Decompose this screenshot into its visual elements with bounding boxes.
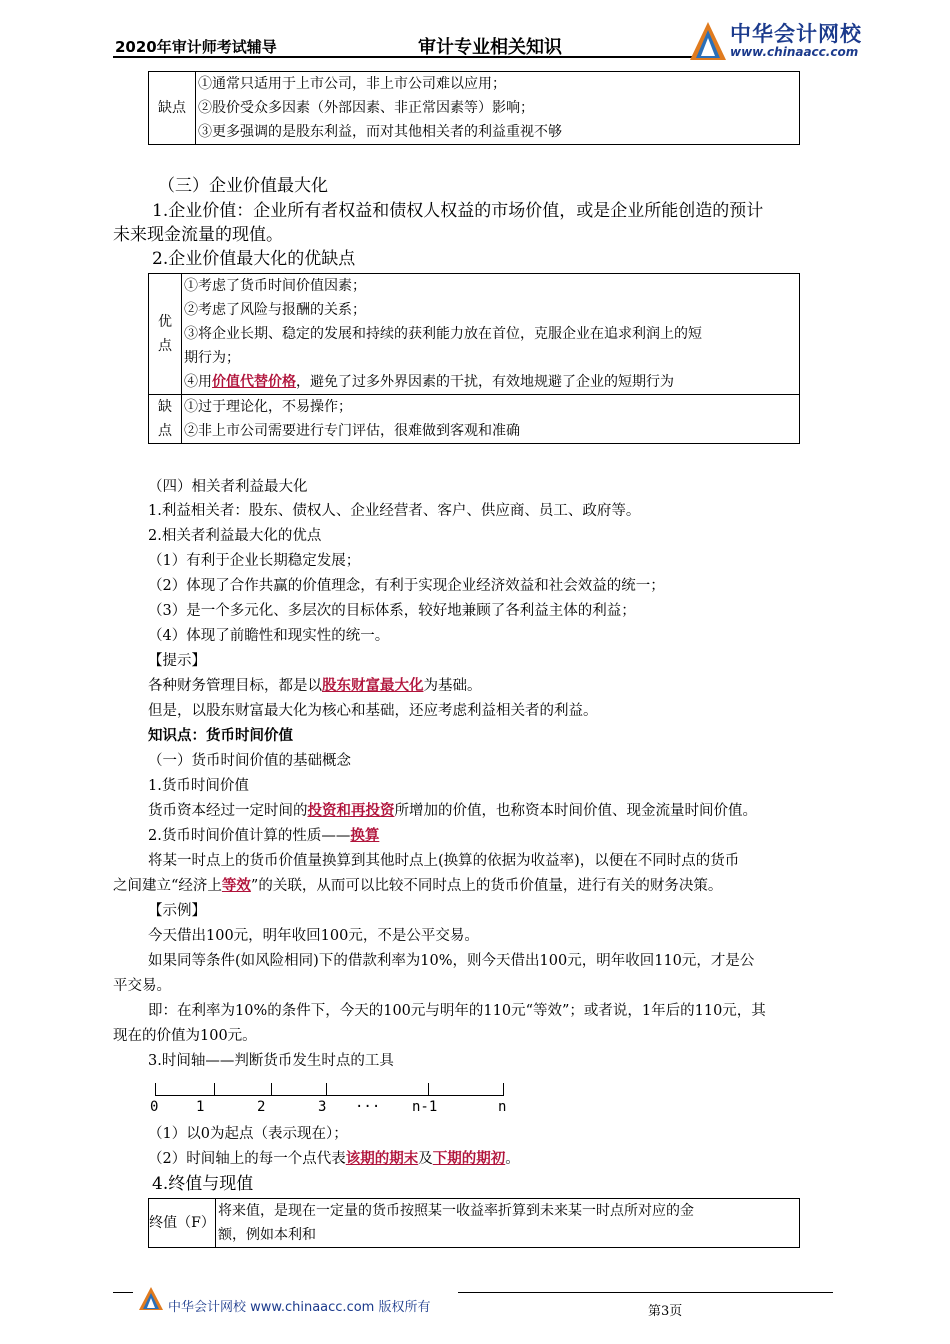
tl2-prefix: （2）时间轴上的每一个点代表 xyxy=(148,1151,346,1167)
tip-line2: 但是，以股东财富最大化为核心和基础，还应考虑利益相关者的利益。 xyxy=(148,703,598,719)
timeline-note-1: （1）以0为起点（表示现在）； xyxy=(148,1126,348,1142)
cons-row: ②股价受众多因素（外部因素、非正常因素等）影响； xyxy=(198,100,534,116)
timeline-tick xyxy=(155,1083,156,1095)
timeline-label: 3 xyxy=(318,1099,327,1115)
timeline-label: 1 xyxy=(196,1099,205,1115)
logo-emblem-icon xyxy=(688,20,728,64)
tip1-prefix: 各种财务管理目标，都是以 xyxy=(148,678,322,694)
cons-label: 缺点 xyxy=(149,72,196,145)
timeline-label: n xyxy=(498,1099,507,1115)
knowledge-l2-para1: 将某一时点上的货币价值量换算到其他时点上(换算的依据为收益率)，以便在不同时点的货币 xyxy=(148,853,740,869)
section4-item: （2）体现了合作共赢的价值理念，有利于实现企业经济效益和社会效益的统一； xyxy=(148,578,665,594)
cons-label xyxy=(149,395,182,444)
pros-content xyxy=(182,274,800,395)
knowledge-l4: 4.终值与现值 xyxy=(152,1174,254,1194)
fv-label: 终值（F） xyxy=(149,1199,216,1248)
section4-title: （四）相关者利益最大化 xyxy=(148,479,308,495)
knowledge-l1-text xyxy=(148,800,757,822)
example-2b: 平交易。 xyxy=(113,978,171,994)
knowledge-l2-para2 xyxy=(113,875,722,897)
knowledge-sub1: （一）货币时间价值的基础概念 xyxy=(148,753,351,769)
l1-prefix: 货币资本经过一定时间的 xyxy=(148,803,308,819)
l1-emphasis: 投资和再投资 xyxy=(307,802,395,819)
tip-line1 xyxy=(148,675,482,697)
tl2-emphasis-2: 下期的期初 xyxy=(432,1150,506,1167)
pro-item: ①考虑了货币时间价值因素； xyxy=(184,278,366,294)
tl2-mid: 及 xyxy=(418,1151,433,1167)
knowledge-title: 知识点：货币时间价值 xyxy=(148,727,293,744)
timeline-tick xyxy=(326,1083,327,1095)
tip1-emphasis: 股东财富最大化 xyxy=(322,677,424,694)
cons-label-char: 点 xyxy=(158,423,172,439)
logo-url: www.chinaacc.com xyxy=(730,45,859,59)
footer-rule-left xyxy=(113,1292,133,1293)
timeline-note-2 xyxy=(148,1148,520,1170)
l2-emphasis: 换算 xyxy=(350,827,380,844)
header-subject-title: 审计专业相关知识 xyxy=(418,37,562,58)
timeline-label: 0 xyxy=(150,1099,159,1115)
timeline-label: ··· xyxy=(355,1099,381,1115)
l2p2-suffix: ”的关联，从而可以比较不同时点上的货币价值量，进行有关的财务决策。 xyxy=(250,878,723,894)
shareholder-cons-table xyxy=(148,71,800,145)
section3-definition-line2: 未来现金流量的现值。 xyxy=(113,225,283,245)
pro4-emphasis: 价值代替价格 xyxy=(212,374,296,390)
timeline-label: 2 xyxy=(257,1099,266,1115)
example-3a: 即：在利率为10%的条件下，今天的100元与明年的110元“等效”；或者说，1年后的110元，其 xyxy=(148,1003,766,1019)
pro4-suffix: ，避免了过多外界因素的干扰，有效地规避了企业的短期行为 xyxy=(296,374,674,390)
knowledge-l1: 1.货币时间价值 xyxy=(148,778,249,794)
section4-stakeholders: 1.利益相关者：股东、债权人、企业经营者、客户、供应商、员工、政府等。 xyxy=(148,503,641,519)
brand-logo xyxy=(688,18,878,64)
knowledge-l3: 3.时间轴——判断货币发生时点的工具 xyxy=(148,1053,394,1069)
timeline-tick xyxy=(428,1083,429,1095)
example-3b: 现在的价值为100元。 xyxy=(113,1028,257,1044)
pro-item: ②考虑了风险与报酬的关系； xyxy=(184,302,366,318)
cons-row: ③更多强调的是股东利益，而对其他相关者的利益重视不够 xyxy=(198,124,562,140)
section3-subtitle: 2.企业价值最大化的优缺点 xyxy=(152,249,356,269)
section4-item: （4）体现了前瞻性和现实性的统一。 xyxy=(148,628,390,644)
timeline-axis xyxy=(155,1095,504,1096)
section3-definition-line1: 1.企业价值：企业所有者权益和债权人权益的市场价值，或是企业所能创造的预计 xyxy=(152,201,764,221)
fv-line: 将来值，是现在一定量的货币按照某一收益率折算到未来某一时点所对应的金 xyxy=(218,1203,694,1219)
fv-content xyxy=(216,1199,800,1248)
tl2-suffix: 。 xyxy=(505,1151,520,1167)
cons-row: ①通常只适用于上市公司，非上市公司难以应用； xyxy=(198,76,506,92)
cons-label-char: 缺 xyxy=(158,399,172,415)
timeline-tick xyxy=(214,1083,215,1095)
knowledge-l2 xyxy=(148,825,379,847)
pro4-prefix: ④用 xyxy=(184,374,212,390)
timeline-tick xyxy=(503,1083,504,1095)
pro-item-4 xyxy=(184,370,797,394)
cons-content xyxy=(182,395,800,444)
page-number: 第3页 xyxy=(648,1304,683,1319)
cons-content xyxy=(196,72,800,145)
header-exam-title: 2020年审计师考试辅导 xyxy=(115,38,277,56)
header-rule xyxy=(113,56,693,58)
timeline-label: n-1 xyxy=(412,1099,438,1115)
timeline-tick xyxy=(271,1083,272,1095)
con-item: ①过于理论化，不易操作； xyxy=(184,399,352,415)
section4-item: （1）有利于企业长期稳定发展； xyxy=(148,553,361,569)
l2-prefix: 2.货币时间价值计算的性质—— xyxy=(148,828,351,844)
section4-item: （3）是一个多元化、多层次的目标体系，较好地兼顾了各利益主体的利益； xyxy=(148,603,636,619)
pros-label-char: 点 xyxy=(158,338,172,354)
section4-subtitle: 2.相关者利益最大化的优点 xyxy=(148,528,322,544)
l1-suffix: 所增加的价值，也称资本时间价值、现金流量时间价值。 xyxy=(394,803,757,819)
logo-name: 中华会计网校 xyxy=(730,22,862,46)
enterprise-value-table xyxy=(148,273,800,444)
l2p2-prefix: 之间建立“经济上 xyxy=(113,878,222,894)
footer-rule-right xyxy=(458,1292,833,1293)
l2p2-emphasis: 等效 xyxy=(221,877,251,894)
future-value-table xyxy=(148,1198,800,1248)
pro-item: 期行为； xyxy=(184,350,240,366)
pro-item: ③将企业长期、稳定的发展和持续的获利能力放在首位，克服企业在追求利润上的短 xyxy=(184,326,702,342)
con-item: ②非上市公司需要进行专门评估，很难做到客观和准确 xyxy=(184,423,520,439)
example-2a: 如果同等条件(如风险相同)下的借款利率为10%，则今天借出100元，明年收回110元，才是公 xyxy=(148,953,755,969)
example-label: 【示例】 xyxy=(148,903,206,919)
tip-label: 【提示】 xyxy=(148,653,206,669)
pros-label xyxy=(149,274,182,395)
fv-line: 额，例如本利和 xyxy=(218,1227,316,1243)
section3-title: （三）企业价值最大化 xyxy=(158,176,328,196)
tl2-emphasis-1: 该期的期末 xyxy=(345,1150,419,1167)
pros-label-char: 优 xyxy=(158,314,172,330)
example-1: 今天借出100元，明年收回100元，不是公平交易。 xyxy=(148,928,479,944)
footer-copyright: 中华会计网校 www.chinaacc.com 版权所有 xyxy=(168,1300,431,1315)
footer-logo-icon xyxy=(138,1286,164,1312)
tip1-suffix: 为基础。 xyxy=(423,678,482,694)
